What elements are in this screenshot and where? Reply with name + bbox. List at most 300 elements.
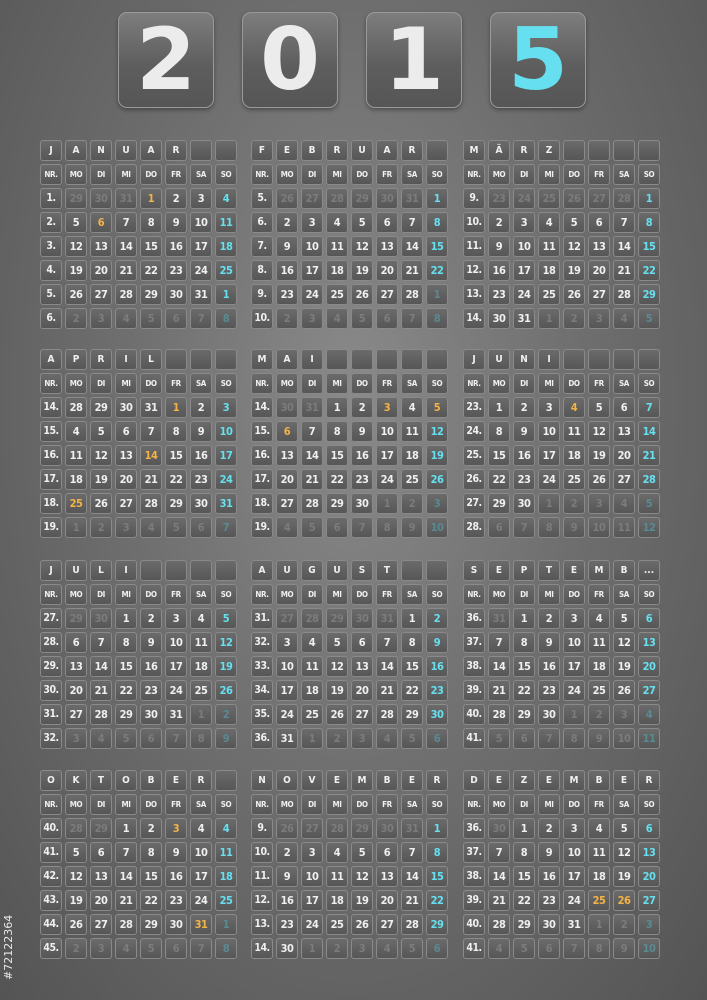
day-cell: 4 <box>638 704 660 725</box>
day-cell: 20 <box>638 656 660 677</box>
day-cell: 30 <box>190 493 212 514</box>
day-cell: 10 <box>215 421 237 442</box>
weekday-header: DI <box>301 164 323 185</box>
day-cell: 15 <box>426 236 448 257</box>
day-cell: 12 <box>638 517 660 538</box>
day-cell: 19 <box>588 445 610 466</box>
day-cell: 10 <box>538 421 560 442</box>
day-cell: 2 <box>65 938 87 959</box>
day-cell: 18 <box>215 866 237 887</box>
weekday-header: NR. <box>251 373 273 394</box>
month-name-letter: J <box>463 349 485 370</box>
week-number: 40. <box>463 704 485 725</box>
day-cell: 2 <box>215 704 237 725</box>
month-name-letter: Ä <box>488 140 510 161</box>
day-cell: 27 <box>376 914 398 935</box>
week-number: 6. <box>251 212 273 233</box>
day-cell: 27 <box>301 818 323 839</box>
day-cell: 22 <box>115 680 137 701</box>
day-cell: 15 <box>488 445 510 466</box>
day-cell: 12 <box>65 236 87 257</box>
day-cell: 28 <box>401 914 423 935</box>
day-cell: 28 <box>65 397 87 418</box>
day-cell: 26 <box>90 493 112 514</box>
day-cell: 5 <box>165 517 187 538</box>
week-number: 28. <box>40 632 62 653</box>
day-cell: 2 <box>90 517 112 538</box>
day-cell: 25 <box>301 704 323 725</box>
week-number: 44. <box>40 914 62 935</box>
day-cell: 29 <box>426 914 448 935</box>
weekday-header: MI <box>326 794 348 815</box>
day-cell: 4 <box>115 938 137 959</box>
month-name-letter <box>588 140 610 161</box>
day-cell: 29 <box>90 818 112 839</box>
month-name-letter: O <box>40 770 62 791</box>
day-cell: 15 <box>426 866 448 887</box>
day-cell: 6 <box>165 308 187 329</box>
day-cell: 4 <box>588 608 610 629</box>
day-cell: 5 <box>326 632 348 653</box>
day-cell: 27 <box>90 284 112 305</box>
week-number: 11. <box>463 236 485 257</box>
month-name-letter: B <box>613 560 635 581</box>
day-cell: 1 <box>488 397 510 418</box>
day-cell: 1 <box>65 517 87 538</box>
day-cell: 5 <box>140 308 162 329</box>
day-cell: 23 <box>488 284 510 305</box>
day-cell: 13 <box>90 236 112 257</box>
day-cell: 31 <box>140 397 162 418</box>
day-cell: 4 <box>588 818 610 839</box>
weekday-header: DI <box>90 164 112 185</box>
weekday-header: DI <box>301 794 323 815</box>
day-cell: 7 <box>401 842 423 863</box>
month-name-letter: E <box>165 770 187 791</box>
day-cell: 8 <box>376 517 398 538</box>
day-cell: 2 <box>613 914 635 935</box>
day-cell: 11 <box>588 632 610 653</box>
day-cell: 21 <box>115 890 137 911</box>
day-cell: 8 <box>426 308 448 329</box>
day-cell: 6 <box>326 517 348 538</box>
day-cell: 7 <box>215 517 237 538</box>
month-name-letter <box>215 140 237 161</box>
day-cell: 2 <box>190 397 212 418</box>
day-cell: 9 <box>563 517 585 538</box>
weekday-header: MO <box>488 584 510 605</box>
month-name-letter: A <box>276 349 298 370</box>
week-number: 5. <box>40 284 62 305</box>
day-cell: 23 <box>513 469 535 490</box>
day-cell: 24 <box>563 680 585 701</box>
weekday-header: NR. <box>463 373 485 394</box>
day-cell: 24 <box>215 469 237 490</box>
weekday-header: SA <box>401 164 423 185</box>
weekday-header: SO <box>638 584 660 605</box>
day-cell: 27 <box>351 704 373 725</box>
day-cell: 3 <box>613 704 635 725</box>
day-cell: 9 <box>276 866 298 887</box>
day-cell: 29 <box>326 493 348 514</box>
day-cell: 7 <box>115 212 137 233</box>
day-cell: 3 <box>638 914 660 935</box>
year-digit-3: 1 <box>366 12 462 108</box>
day-cell: 18 <box>401 445 423 466</box>
day-cell: 5 <box>301 517 323 538</box>
weekday-header: SO <box>426 164 448 185</box>
day-cell: 3 <box>426 493 448 514</box>
day-cell: 27 <box>276 493 298 514</box>
day-cell: 10 <box>376 421 398 442</box>
day-cell: 24 <box>276 704 298 725</box>
day-cell: 10 <box>426 517 448 538</box>
day-cell: 21 <box>488 890 510 911</box>
week-number: 42. <box>40 866 62 887</box>
month-name-letter: R <box>90 349 112 370</box>
day-cell: 31 <box>401 188 423 209</box>
weekday-header: MO <box>488 794 510 815</box>
day-cell: 25 <box>326 284 348 305</box>
week-number: 16. <box>40 445 62 466</box>
day-cell: 6 <box>638 818 660 839</box>
day-cell: 17 <box>563 866 585 887</box>
day-cell: 1 <box>401 608 423 629</box>
month-name-letter <box>165 560 187 581</box>
day-cell: 3 <box>190 188 212 209</box>
month-name-letter: G <box>301 560 323 581</box>
day-cell: 1 <box>301 728 323 749</box>
day-cell: 17 <box>190 236 212 257</box>
month-name-letter: U <box>115 140 137 161</box>
day-cell: 7 <box>301 421 323 442</box>
week-number: 14. <box>251 397 273 418</box>
weekday-header: DO <box>140 584 162 605</box>
weekday-header: DO <box>563 584 585 605</box>
day-cell: 1 <box>563 704 585 725</box>
month-name-letter: E <box>276 140 298 161</box>
day-cell: 25 <box>538 188 560 209</box>
day-cell: 19 <box>65 890 87 911</box>
day-cell: 3 <box>351 728 373 749</box>
day-cell: 29 <box>65 608 87 629</box>
week-number: 35. <box>251 704 273 725</box>
weekday-header: SO <box>426 373 448 394</box>
month-name-letter <box>638 349 660 370</box>
day-cell: 24 <box>190 260 212 281</box>
day-cell: 2 <box>65 308 87 329</box>
day-cell: 11 <box>638 728 660 749</box>
day-cell: 28 <box>613 188 635 209</box>
day-cell: 29 <box>488 493 510 514</box>
day-cell: 30 <box>351 608 373 629</box>
week-number: 36. <box>251 728 273 749</box>
weekday-header: MO <box>276 794 298 815</box>
day-cell: 18 <box>538 260 560 281</box>
weekday-header: MI <box>326 373 348 394</box>
day-cell: 15 <box>401 656 423 677</box>
month-name-letter: O <box>115 770 137 791</box>
day-cell: 29 <box>140 914 162 935</box>
month-name-letter: A <box>251 560 273 581</box>
day-cell: 7 <box>538 728 560 749</box>
day-cell: 17 <box>190 866 212 887</box>
day-cell: 7 <box>140 421 162 442</box>
day-cell: 3 <box>165 608 187 629</box>
day-cell: 30 <box>488 818 510 839</box>
day-cell: 3 <box>276 632 298 653</box>
month-name-letter: S <box>351 560 373 581</box>
day-cell: 8 <box>326 421 348 442</box>
day-cell: 17 <box>215 445 237 466</box>
day-cell: 6 <box>613 397 635 418</box>
month-name-letter: L <box>140 349 162 370</box>
day-cell: 4 <box>613 493 635 514</box>
week-number: 32. <box>40 728 62 749</box>
day-cell: 3 <box>165 818 187 839</box>
month-name-letter: T <box>90 770 112 791</box>
day-cell: 28 <box>301 608 323 629</box>
weekday-header: DO <box>140 373 162 394</box>
weekday-header: MI <box>326 164 348 185</box>
day-cell: 3 <box>376 397 398 418</box>
day-cell: 12 <box>351 236 373 257</box>
day-cell: 17 <box>301 890 323 911</box>
day-cell: 6 <box>426 938 448 959</box>
week-number: 41. <box>463 728 485 749</box>
day-cell: 18 <box>588 866 610 887</box>
weekday-header: DO <box>563 164 585 185</box>
day-cell: 24 <box>563 890 585 911</box>
month-name-letter: M <box>563 770 585 791</box>
month-name-letter: F <box>251 140 273 161</box>
weekday-header: SO <box>638 373 660 394</box>
day-cell: 25 <box>588 680 610 701</box>
day-cell: 26 <box>563 284 585 305</box>
day-cell: 12 <box>613 842 635 863</box>
month-name-letter: R <box>513 140 535 161</box>
week-number: 37. <box>463 842 485 863</box>
month-name-letter <box>215 560 237 581</box>
day-cell: 29 <box>513 914 535 935</box>
day-cell: 5 <box>115 728 137 749</box>
week-number: 25. <box>463 445 485 466</box>
weekday-header: FR <box>165 164 187 185</box>
day-cell: 1 <box>190 704 212 725</box>
day-cell: 19 <box>90 469 112 490</box>
day-cell: 20 <box>588 260 610 281</box>
day-cell: 10 <box>301 236 323 257</box>
day-cell: 12 <box>326 656 348 677</box>
weekday-header: MI <box>115 373 137 394</box>
day-cell: 26 <box>326 704 348 725</box>
day-cell: 2 <box>488 212 510 233</box>
month-name-letter: I <box>538 349 560 370</box>
day-cell: 13 <box>115 445 137 466</box>
day-cell: 9 <box>538 632 560 653</box>
day-cell: 25 <box>190 680 212 701</box>
day-cell: 26 <box>65 914 87 935</box>
day-cell: 14 <box>376 656 398 677</box>
day-cell: 19 <box>351 890 373 911</box>
day-cell: 23 <box>140 680 162 701</box>
day-cell: 19 <box>351 260 373 281</box>
day-cell: 21 <box>613 260 635 281</box>
weekday-header: SA <box>613 164 635 185</box>
day-cell: 27 <box>638 680 660 701</box>
day-cell: 30 <box>90 608 112 629</box>
day-cell: 4 <box>538 212 560 233</box>
weekday-header: DO <box>351 584 373 605</box>
week-number: 14. <box>40 397 62 418</box>
week-number: 31. <box>251 608 273 629</box>
day-cell: 12 <box>613 632 635 653</box>
week-number: 45. <box>40 938 62 959</box>
day-cell: 8 <box>588 938 610 959</box>
weekday-header: MI <box>115 584 137 605</box>
week-number: 36. <box>463 608 485 629</box>
day-cell: 7 <box>190 938 212 959</box>
month-name-letter: E <box>401 770 423 791</box>
day-cell: 5 <box>613 818 635 839</box>
weekday-header: NR. <box>40 794 62 815</box>
day-cell: 21 <box>376 680 398 701</box>
day-cell: 14 <box>90 656 112 677</box>
weekday-header: NR. <box>251 584 273 605</box>
day-cell: 30 <box>426 704 448 725</box>
day-cell: 13 <box>376 236 398 257</box>
day-cell: 30 <box>488 308 510 329</box>
month-name-letter <box>426 560 448 581</box>
day-cell: 13 <box>90 866 112 887</box>
weekday-header: MI <box>538 373 560 394</box>
month-name-letter: P <box>513 560 535 581</box>
day-cell: 4 <box>326 212 348 233</box>
day-cell: 1 <box>115 818 137 839</box>
day-cell: 29 <box>351 188 373 209</box>
month-name-letter: B <box>588 770 610 791</box>
day-cell: 29 <box>165 493 187 514</box>
day-cell: 16 <box>165 236 187 257</box>
week-number: 27. <box>40 608 62 629</box>
day-cell: 6 <box>140 728 162 749</box>
day-cell: 23 <box>538 680 560 701</box>
day-cell: 25 <box>401 469 423 490</box>
day-cell: 6 <box>276 421 298 442</box>
day-cell: 17 <box>563 656 585 677</box>
month-name-letter: T <box>538 560 560 581</box>
day-cell: 6 <box>538 938 560 959</box>
day-cell: 14 <box>301 445 323 466</box>
month-name-letter: R <box>190 770 212 791</box>
day-cell: 5 <box>613 608 635 629</box>
day-cell: 28 <box>115 284 137 305</box>
day-cell: 10 <box>513 236 535 257</box>
day-cell: 22 <box>488 469 510 490</box>
week-number: 17. <box>40 469 62 490</box>
day-cell: 9 <box>613 938 635 959</box>
month-name-letter <box>376 349 398 370</box>
month-name-letter <box>426 349 448 370</box>
day-cell: 20 <box>90 260 112 281</box>
day-cell: 11 <box>215 842 237 863</box>
week-number: 1. <box>40 188 62 209</box>
day-cell: 31 <box>276 728 298 749</box>
day-cell: 12 <box>588 421 610 442</box>
day-cell: 2 <box>140 818 162 839</box>
day-cell: 27 <box>65 704 87 725</box>
day-cell: 18 <box>563 445 585 466</box>
day-cell: 6 <box>376 842 398 863</box>
week-number: 13. <box>251 914 273 935</box>
weekday-header: FR <box>588 584 610 605</box>
month-name-letter: Z <box>513 770 535 791</box>
week-number: 19. <box>251 517 273 538</box>
day-cell: 7 <box>90 632 112 653</box>
day-cell: 23 <box>351 469 373 490</box>
week-number: 40. <box>40 818 62 839</box>
month-name-letter: E <box>613 770 635 791</box>
week-number: 14. <box>251 938 273 959</box>
day-cell: 24 <box>376 469 398 490</box>
weekday-header: SA <box>401 794 423 815</box>
weekday-header: MO <box>488 373 510 394</box>
day-cell: 16 <box>513 445 535 466</box>
day-cell: 19 <box>215 656 237 677</box>
day-cell: 16 <box>488 260 510 281</box>
day-cell: 24 <box>301 914 323 935</box>
weekday-header: MO <box>276 164 298 185</box>
month-name-letter: I <box>115 560 137 581</box>
week-number: 24. <box>463 421 485 442</box>
weekday-header: SO <box>215 794 237 815</box>
day-cell: 24 <box>513 284 535 305</box>
day-cell: 6 <box>426 728 448 749</box>
day-cell: 1 <box>326 397 348 418</box>
day-cell: 3 <box>90 308 112 329</box>
day-cell: 27 <box>376 284 398 305</box>
day-cell: 2 <box>563 493 585 514</box>
day-cell: 10 <box>613 728 635 749</box>
day-cell: 22 <box>513 890 535 911</box>
day-cell: 11 <box>563 421 585 442</box>
day-cell: 17 <box>538 445 560 466</box>
day-cell: 16 <box>351 445 373 466</box>
day-cell: 7 <box>401 308 423 329</box>
day-cell: 12 <box>65 866 87 887</box>
month-name-letter: U <box>65 560 87 581</box>
day-cell: 27 <box>588 284 610 305</box>
day-cell: 5 <box>65 212 87 233</box>
weekday-header: MI <box>326 584 348 605</box>
day-cell: 9 <box>401 517 423 538</box>
week-number: 27. <box>463 493 485 514</box>
day-cell: 2 <box>276 308 298 329</box>
week-number: 36. <box>463 818 485 839</box>
day-cell: 18 <box>326 260 348 281</box>
day-cell: 8 <box>215 308 237 329</box>
day-cell: 30 <box>140 704 162 725</box>
day-cell: 4 <box>301 632 323 653</box>
weekday-header: FR <box>588 373 610 394</box>
day-cell: 15 <box>513 866 535 887</box>
day-cell: 11 <box>326 236 348 257</box>
day-cell: 28 <box>115 914 137 935</box>
month-name-letter: N <box>90 140 112 161</box>
weekday-header: FR <box>376 584 398 605</box>
day-cell: 14 <box>638 421 660 442</box>
day-cell: 29 <box>140 284 162 305</box>
